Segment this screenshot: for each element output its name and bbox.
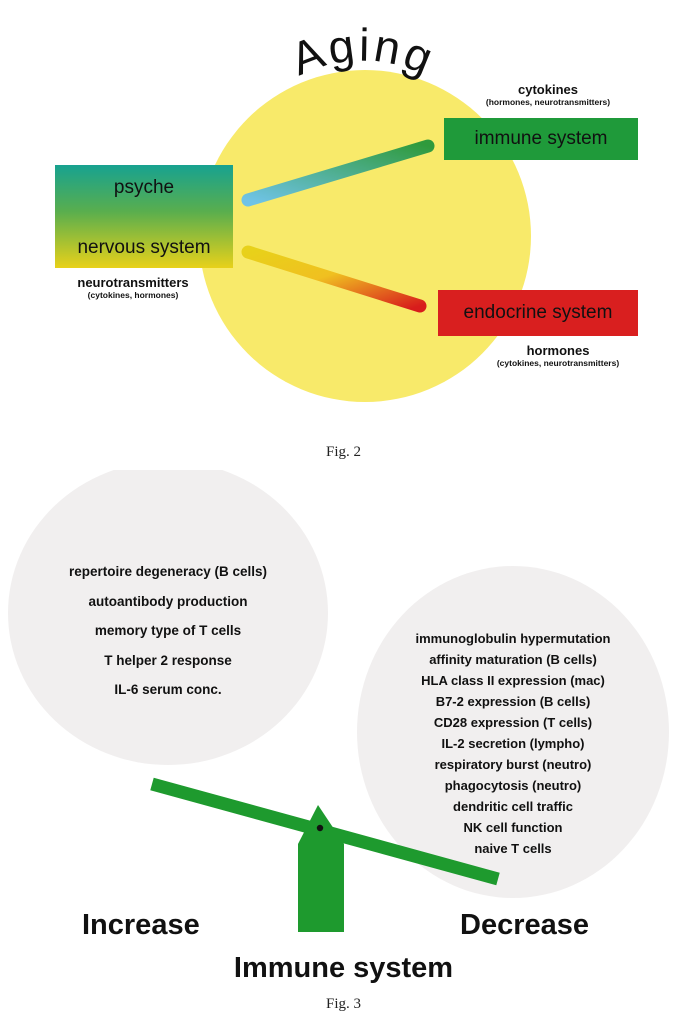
list-item: affinity maturation (B cells) (429, 652, 597, 667)
endocrine-mediator-main: hormones (526, 343, 590, 358)
endocrine-system-box (438, 290, 638, 336)
list-item: repertoire degeneracy (B cells) (68, 564, 268, 579)
list-item: memory type of T cells (94, 623, 242, 638)
list-item: phagocytosis (neutro) (444, 778, 582, 793)
increase-label: Increase (82, 909, 200, 941)
list-item: dendritic cell traffic (453, 799, 573, 814)
list-item: naive T cells (474, 841, 552, 856)
list-item: IL-2 secretion (lympho) (441, 736, 585, 751)
pivot-dot (317, 825, 323, 831)
immune-mediator-sub: (hormones, neurotransmitters) (485, 96, 611, 107)
list-item: IL-6 serum conc. (114, 682, 222, 697)
immune-mediator-main: cytokines (518, 82, 578, 97)
immune-system-label: immune system (474, 128, 608, 149)
immune-mediator (478, 83, 618, 108)
nervous-mediator (58, 276, 208, 301)
psyche-nervous-box (55, 165, 233, 268)
list-item: autoantibody production (88, 593, 248, 609)
list-item: B7-2 expression (B cells) (435, 694, 591, 709)
nervous-mediator-main: neurotransmitters (77, 275, 189, 290)
list-item: T helper 2 response (104, 652, 232, 668)
list-item: immunoglobulin hypermutation (415, 631, 611, 646)
decrease-list (378, 628, 648, 859)
nervous-system-label: nervous system (77, 237, 211, 258)
immune-system-box (444, 118, 638, 160)
nervous-mediator-sub: (cytokines, hormones) (87, 289, 179, 300)
fig2-caption: Fig. 2 (325, 444, 361, 460)
endocrine-system-label: endocrine system (463, 302, 613, 323)
endocrine-mediator (484, 344, 632, 369)
aging-title-top: Aging (283, 18, 443, 86)
immune-system-title: Immune system (233, 952, 454, 984)
fig3-caption: Fig. 3 (325, 996, 361, 1012)
list-item: NK cell function (463, 820, 563, 835)
endocrine-mediator-sub: (cytokines, neurotransmitters) (496, 357, 620, 368)
list-item: CD28 expression (T cells) (433, 715, 593, 730)
psyche-label: psyche (113, 177, 175, 198)
list-item: HLA class II expression (mac) (421, 673, 605, 688)
decrease-label: Decrease (460, 909, 589, 941)
list-item: respiratory burst (neutro) (434, 757, 592, 772)
increase-list (28, 557, 308, 705)
